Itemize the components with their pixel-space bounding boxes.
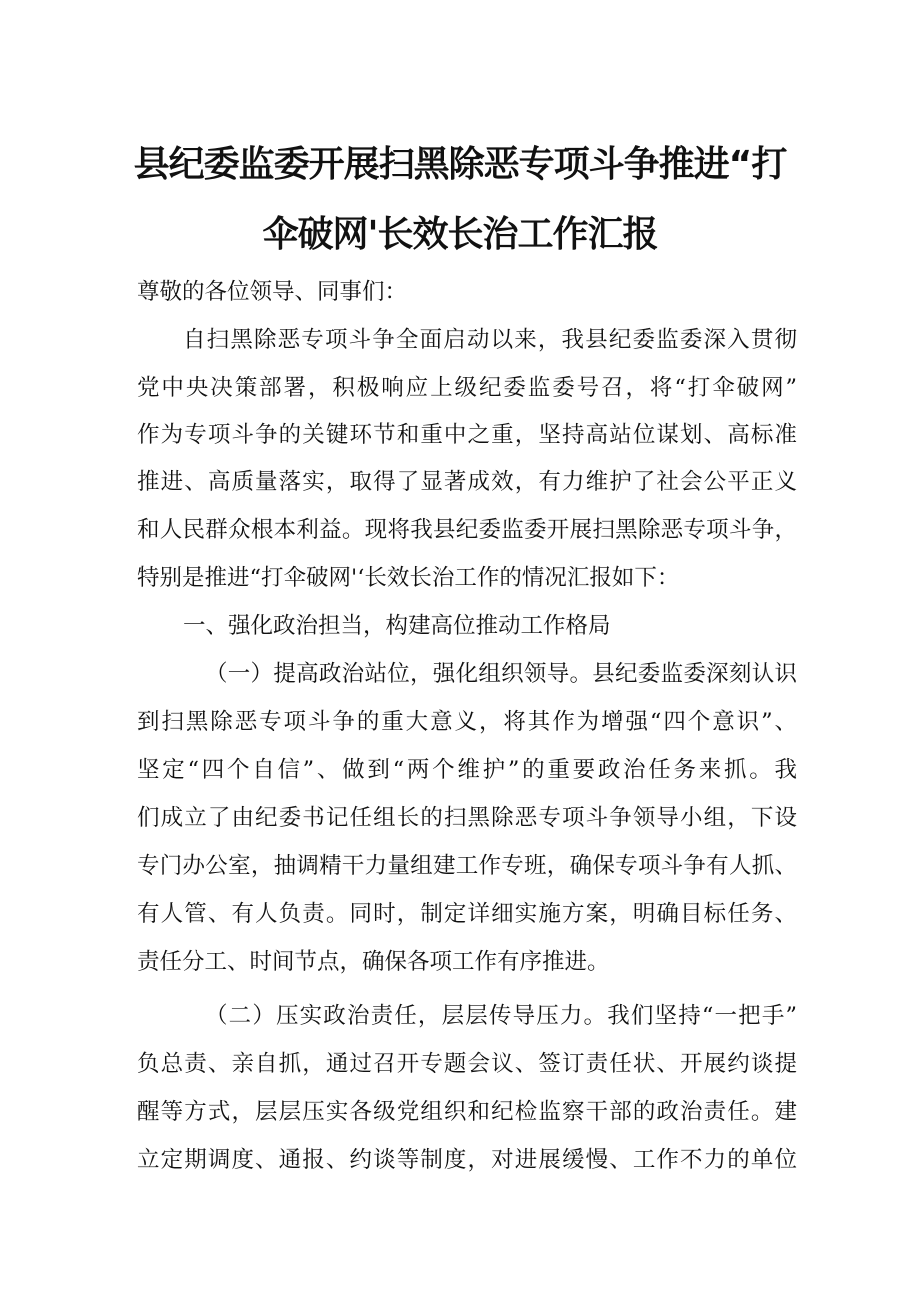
paragraph-line: 醒等方式，层层压实各级党组织和纪检监察干部的政治责任。建 — [137, 1099, 797, 1125]
paragraph-line: 负总责、亲自抓，通过召开专题会议、签订责任状、开展约谈提 — [137, 1051, 797, 1077]
paragraph-line: 党中央决策部署，积极响应上级纪委监委号召，将“打伞破网” — [137, 375, 797, 401]
paragraph-line: （二）压实政治责任，层层传导压力。我们坚持“一把手” — [205, 1003, 797, 1029]
paragraph-line: 们成立了由纪委书记任组长的扫黑除恶专项斗争领导小组，下设 — [137, 805, 797, 831]
paragraph-line: 特别是推进“打伞破网'‘长效长治工作的情况汇报如下： — [137, 565, 680, 591]
paragraph-line: 坚定“四个自信”、做到“两个维护”的重要政治任务来抓。我 — [137, 757, 797, 783]
paragraph-line: 作为专项斗争的关键环节和重中之重，坚持高站位谋划、高标准 — [137, 422, 797, 448]
document-title-line-1: 县纪委监委开展扫黑除恶专项斗争推进“打 — [133, 144, 787, 185]
document-title-line-2: 伞破网'长效长治工作汇报 — [262, 214, 658, 255]
paragraph-line: 专门办公室，抽调精干力量组建工作专班，确保专项斗争有人抓、 — [137, 853, 797, 879]
paragraph-line: 立定期调度、通报、约谈等制度，对进展缓慢、工作不力的单位 — [137, 1147, 797, 1173]
paragraph-line: 责任分工、时间节点，确保各项工作有序推进。 — [137, 949, 610, 975]
section-heading: 一、强化政治担当，构建高位推动工作格局 — [183, 613, 611, 639]
salutation: 尊敬的各位领导、同事们： — [137, 279, 408, 305]
paragraph-line: 和人民群众根本利益。现将我县纪委监委开展扫黑除恶专项斗争， — [137, 517, 797, 543]
paragraph-line: 有人管、有人负责。同时，制定详细实施方案，明确目标任务、 — [137, 901, 797, 927]
paragraph-line: 推进、高质量落实，取得了显著成效，有力维护了社会公平正义 — [137, 469, 797, 495]
paragraph-line: （一）提高政治站位，强化组织领导。县纪委监委深刻认识 — [205, 661, 797, 687]
paragraph-line: 到扫黑除恶专项斗争的重大意义，将其作为增强“四个意识”、 — [137, 709, 797, 735]
paragraph-line: 自扫黑除恶专项斗争全面启动以来，我县纪委监委深入贯彻 — [183, 327, 797, 353]
